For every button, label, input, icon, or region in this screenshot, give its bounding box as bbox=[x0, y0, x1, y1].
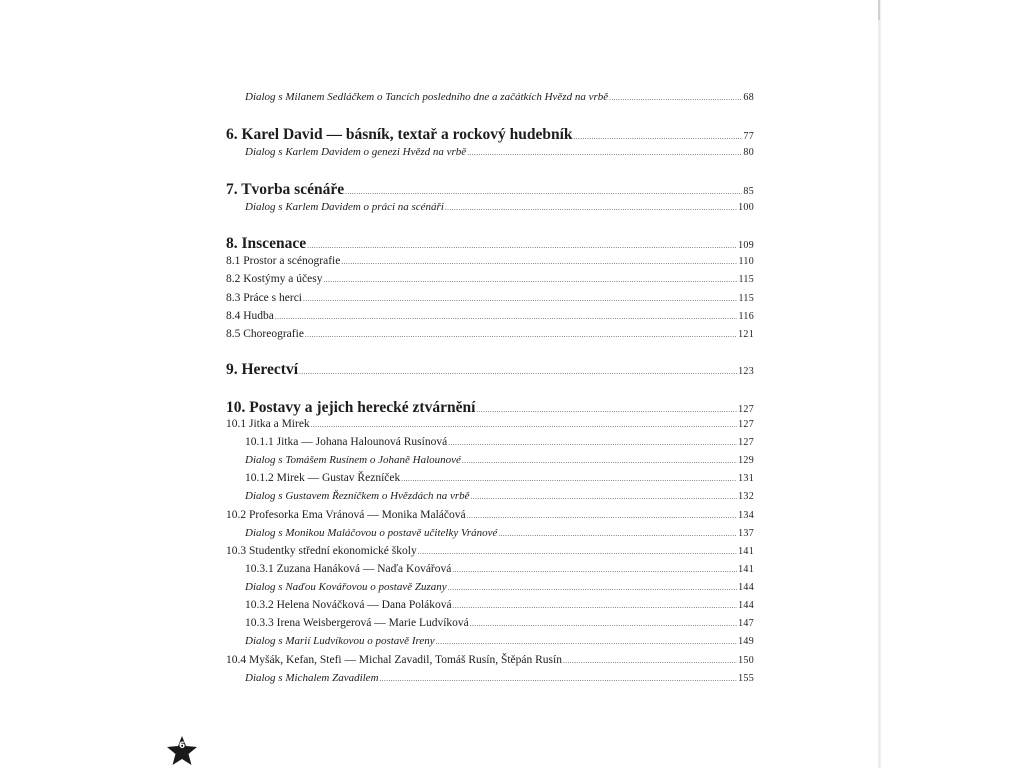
toc-chapter-entry bbox=[226, 126, 754, 146]
toc-entry-page: 109 bbox=[738, 240, 754, 251]
toc-entry-page: 137 bbox=[738, 528, 754, 539]
toc-entry-page: 131 bbox=[738, 473, 754, 484]
toc-section-entry bbox=[245, 598, 754, 613]
toc-section-entry bbox=[226, 653, 754, 668]
toc-entry-title: 10.2 Profesorka Ema Vránová — Monika Maláčová bbox=[226, 509, 466, 521]
toc-entry-title: 7. Tvorba scénáře bbox=[226, 181, 345, 198]
toc-entry-title: 10.3 Studentky střední ekonomické školy bbox=[226, 545, 417, 557]
toc-entry-title: Dialog s Monikou Maláčovou o postavě učitelky Vránové bbox=[245, 527, 498, 539]
toc-entry-title: Dialog s Karlem Davidem o genezi Hvězd na vrbě bbox=[245, 146, 467, 158]
toc-dialog-entry bbox=[245, 634, 754, 649]
toc-leader-dots bbox=[418, 545, 737, 559]
toc-entry-page: 77 bbox=[743, 131, 754, 142]
toc-entry-page: 100 bbox=[738, 202, 754, 213]
toc-chapter-entry bbox=[226, 399, 754, 419]
toc-entry-title: 9. Herectví bbox=[226, 361, 299, 378]
toc-dialog-entry bbox=[245, 526, 754, 541]
toc-dialog-entry bbox=[245, 200, 754, 215]
toc-entry-page: 115 bbox=[738, 274, 754, 285]
toc-entry-page: 144 bbox=[738, 600, 754, 611]
toc-entry-page: 127 bbox=[738, 437, 754, 448]
toc-leader-dots bbox=[467, 146, 742, 160]
toc-entry-title: Dialog s Gustavem Řezníčkem o Hvězdách na vrbě bbox=[245, 490, 470, 502]
toc-section-entry bbox=[226, 508, 754, 523]
toc-entry-title: 10.1 Jitka a Mirek bbox=[226, 418, 310, 430]
toc-leader-dots bbox=[311, 418, 737, 432]
toc-entry-title: 6. Karel David — básník, textař a rockový hudebník bbox=[226, 126, 573, 143]
toc-leader-dots bbox=[341, 255, 737, 269]
toc-entry-title: 8.5 Choreografie bbox=[226, 328, 304, 340]
toc-entry-page: 134 bbox=[738, 510, 754, 521]
toc-entry-title: 10.3.3 Irena Weisbergerová — Marie Ludvíková bbox=[245, 617, 469, 629]
toc-entry-title: 10. Postavy a jejich herecké ztvárnění bbox=[226, 399, 476, 416]
toc-leader-dots bbox=[380, 672, 738, 686]
toc-entry-page: 80 bbox=[743, 147, 754, 158]
toc-section-entry bbox=[245, 471, 754, 486]
toc-leader-dots bbox=[303, 292, 737, 306]
toc-section-entry bbox=[226, 327, 754, 342]
toc-chapter-entry bbox=[226, 361, 754, 381]
star-icon bbox=[166, 735, 198, 767]
toc-section-entry bbox=[245, 435, 754, 450]
toc-leader-dots bbox=[448, 581, 737, 595]
toc-entry-page: 121 bbox=[738, 329, 754, 340]
toc-entry-title: Dialog s Marií Ludvíkovou o postavě Ireny bbox=[245, 635, 435, 647]
toc-leader-dots bbox=[471, 490, 738, 504]
toc-leader-dots bbox=[563, 654, 737, 668]
toc-dialog-entry bbox=[245, 145, 754, 160]
toc-entry-title: 10.1.2 Mirek — Gustav Řezníček bbox=[245, 472, 401, 484]
toc-leader-dots bbox=[323, 273, 737, 287]
toc-entry-page: 129 bbox=[738, 455, 754, 466]
toc-section-entry bbox=[226, 272, 754, 287]
toc-entry-page: 127 bbox=[738, 419, 754, 430]
toc-section-entry bbox=[226, 291, 754, 306]
toc-entry-page: 155 bbox=[738, 673, 754, 684]
toc-dialog-entry bbox=[245, 489, 754, 504]
toc-entry-page: 144 bbox=[738, 582, 754, 593]
toc-leader-dots bbox=[462, 454, 737, 468]
toc-entry-title: 8.1 Prostor a scénografie bbox=[226, 255, 341, 267]
page-edge-mark bbox=[878, 0, 880, 20]
toc-section-entry bbox=[226, 544, 754, 559]
toc-dialog-entry bbox=[245, 671, 754, 686]
toc-entry-page: 132 bbox=[738, 491, 754, 502]
toc-leader-dots bbox=[574, 128, 743, 146]
toc-entry-title: 8.4 Hudba bbox=[226, 310, 274, 322]
toc-entry-page: 141 bbox=[738, 564, 754, 575]
toc-entry-title: Dialog s Michalem Zavadilem bbox=[245, 672, 379, 684]
toc-leader-dots bbox=[498, 527, 737, 541]
toc-entry-title: Dialog s Milanem Sedláčkem o Tancích posledního dne a začátkích Hvězd na vrbě bbox=[245, 91, 609, 103]
toc-entry-title: Dialog s Karlem Davidem o práci na scénáři bbox=[245, 201, 444, 213]
page-edge bbox=[878, 0, 881, 768]
toc-entry-page: 115 bbox=[738, 293, 754, 304]
toc-dialog-entry bbox=[245, 453, 754, 468]
toc-dialog-entry bbox=[245, 90, 754, 105]
page-number: 6 bbox=[178, 741, 186, 751]
toc-entry-title: 8.2 Kostýmy a účesy bbox=[226, 273, 323, 285]
toc-entry-page: 127 bbox=[738, 404, 754, 415]
toc-section-entry bbox=[226, 254, 754, 269]
toc-chapter-entry bbox=[226, 181, 754, 201]
toc-leader-dots bbox=[307, 237, 737, 255]
toc-entry-title: 10.3.1 Zuzana Hanáková — Naďa Kovářová bbox=[245, 563, 452, 575]
toc-leader-dots bbox=[275, 310, 738, 324]
toc-entry-page: 150 bbox=[738, 655, 754, 666]
toc-entry-title: 8.3 Práce s herci bbox=[226, 292, 302, 304]
toc-leader-dots bbox=[448, 436, 737, 450]
toc-entry-title: 10.1.1 Jitka — Johana Halounová Rusínová bbox=[245, 436, 448, 448]
toc-entry-page: 68 bbox=[743, 92, 754, 103]
toc-entry-page: 110 bbox=[738, 256, 754, 267]
toc-leader-dots bbox=[436, 635, 737, 649]
toc-entry-title: 10.4 Myšák, Kefan, Stefi — Michal Zavadil, Tomáš Rusín, Štěpán Rusín bbox=[226, 654, 562, 666]
toc-section-entry bbox=[226, 309, 754, 324]
toc-entry-page: 116 bbox=[738, 311, 754, 322]
toc-chapter-entry bbox=[226, 235, 754, 255]
toc-leader-dots bbox=[452, 563, 737, 577]
toc-section-entry bbox=[226, 417, 754, 432]
toc-leader-dots bbox=[453, 599, 737, 613]
toc-entry-title: Dialog s Naďou Kovářovou o postavě Zuzany bbox=[245, 581, 447, 593]
toc-leader-dots bbox=[345, 183, 742, 201]
toc-entry-page: 123 bbox=[738, 366, 754, 377]
toc-entry-title: 8. Inscenace bbox=[226, 235, 307, 252]
toc-leader-dots bbox=[445, 201, 737, 215]
toc-dialog-entry bbox=[245, 580, 754, 595]
toc-leader-dots bbox=[305, 328, 737, 342]
toc-section-entry bbox=[245, 562, 754, 577]
toc-entry-page: 141 bbox=[738, 546, 754, 557]
toc-leader-dots bbox=[467, 509, 738, 523]
toc-entry-title: 10.3.2 Helena Nováčková — Dana Poláková bbox=[245, 599, 452, 611]
toc-entry-title: Dialog s Tomášem Rusínem o Johaně Halounové bbox=[245, 454, 461, 466]
toc-entry-page: 85 bbox=[743, 186, 754, 197]
toc-section-entry bbox=[245, 616, 754, 631]
toc-leader-dots bbox=[609, 91, 742, 105]
toc-leader-dots bbox=[299, 363, 737, 381]
toc-leader-dots bbox=[470, 617, 737, 631]
toc-entry-page: 147 bbox=[738, 618, 754, 629]
toc-leader-dots bbox=[401, 472, 737, 486]
toc-entry-page: 149 bbox=[738, 636, 754, 647]
